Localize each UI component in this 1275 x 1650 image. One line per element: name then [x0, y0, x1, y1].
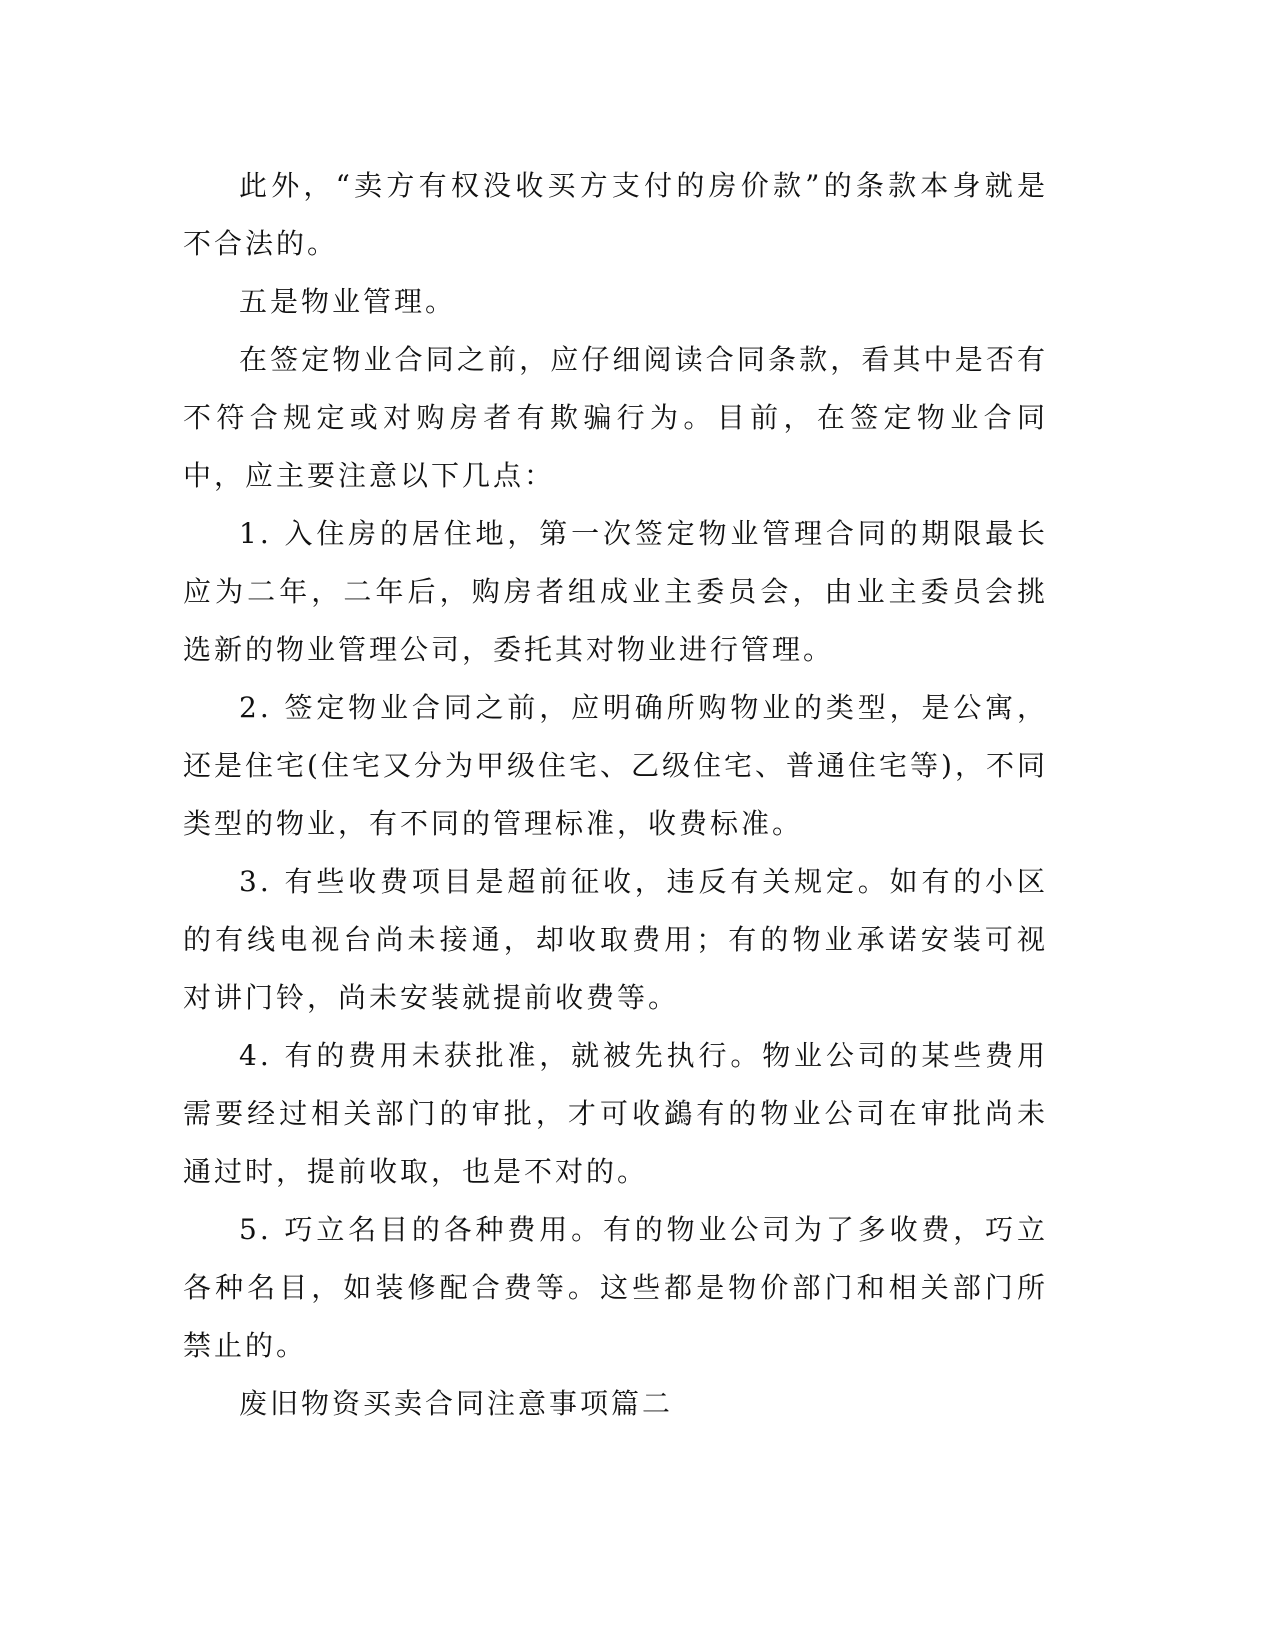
- paragraph-1: 此外，“卖方有权没收买方支付的房价款”的条款本身就是不合法的。: [183, 169, 1048, 260]
- paragraph-2: 五是物业管理。: [239, 285, 457, 318]
- paragraph-8: 5. 巧立名目的各种费用。有的物业公司为了多收费，巧立各种名目，如装修配合费等。这些都是物价部门和相关部门所禁止的。: [183, 1213, 1048, 1362]
- paragraph-5: 2. 签定物业合同之前，应明确所购物业的类型，是公寓，还是住宅(住宅又分为甲级住宅、乙级住宅、普通住宅等)，不同类型的物业，有不同的管理标准，收费标准。: [183, 691, 1048, 840]
- document-body: [183, 157, 1048, 1433]
- paragraph-6: 3. 有些收费项目是超前征收，违反有关规定。如有的小区的有线电视台尚未接通，却收取费用；有的物业承诺安装可视对讲门铃，尚未安装就提前收费等。: [183, 865, 1048, 1014]
- paragraph-4: 1. 入住房的居住地，第一次签定物业管理合同的期限最长应为二年，二年后，购房者组成业主委员会，由业主委员会挑选新的物业管理公司，委托其对物业进行管理。: [183, 517, 1048, 666]
- paragraph-7: 4. 有的费用未获批准，就被先执行。物业公司的某些费用需要经过相关部门的审批，才可收鷁有的物业公司在审批尚未通过时，提前收取，也是不对的。: [183, 1039, 1048, 1188]
- paragraph-3: 在签定物业合同之前，应仔细阅读合同条款，看其中是否有不符合规定或对购房者有欺骗行为。目前，在签定物业合同中，应主要注意以下几点：: [183, 343, 1048, 492]
- section-heading: 废旧物资买卖合同注意事项篇二: [239, 1387, 674, 1420]
